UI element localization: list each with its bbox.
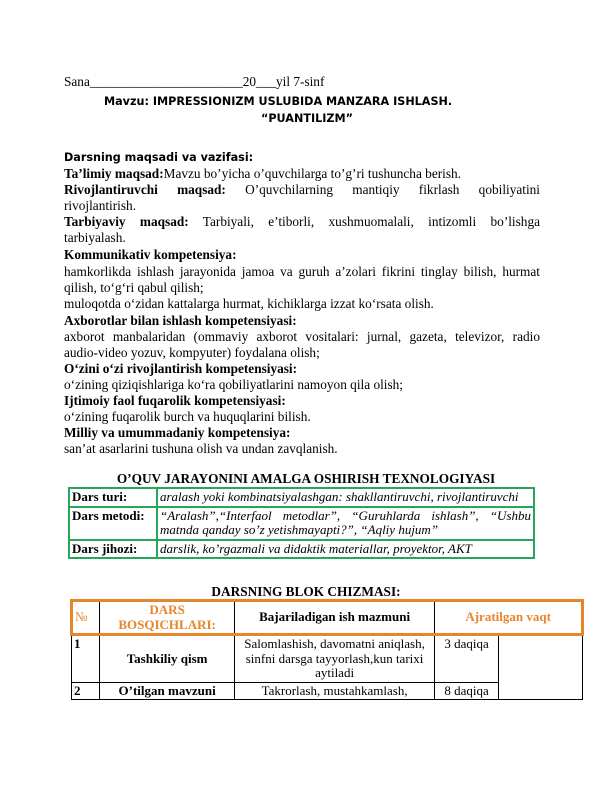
kommunikativ-text: qilish, to‘g‘ri qabul qilish; <box>64 280 204 295</box>
kommunikativ-text: muloqotda o‘zidan kattalarga hurmat, kichiklarga izzat ko‘rsata olish. <box>64 296 434 311</box>
block-heading: DARSNING BLOK CHIZMASI: <box>211 584 401 599</box>
rivoj-text-cont: rivojlantirish. <box>64 198 137 213</box>
row-time: 8 daqiqa <box>435 682 499 700</box>
row-stage: Tashkiliy qism <box>100 635 235 683</box>
technology-table <box>68 487 535 559</box>
table-row <box>69 540 534 559</box>
table-row <box>72 635 583 683</box>
dars-metodi-label: Dars metodi: <box>69 507 157 540</box>
rivoj-text: O’quvchilarning mantiqiy fikrlash qobiliyatini <box>245 182 540 197</box>
ozini-text: o‘zining qiziqishlariga ko‘ra qobiliyatlarini namoyon qila olish; <box>64 377 403 392</box>
topic-subtitle: “PUANTILIZM” <box>261 112 353 125</box>
talimiy-label: Ta’limiy maqsad: <box>64 166 164 181</box>
milliy-heading: Milliy va umummadaniy kompetensiya: <box>64 425 291 440</box>
dars-jihozi-label: Dars jihozi: <box>69 540 157 559</box>
table-row <box>69 507 534 540</box>
row-time: 3 daqiqa <box>435 635 499 683</box>
row-stage: O’tilgan mavzuni <box>100 682 235 700</box>
table-header-row <box>72 601 583 635</box>
kommunikativ-text: hamkorlikda ishlash jarayonida jamoa va guruh a’zolari fikrini tinglay bilish, hurmat <box>64 264 540 279</box>
tarbiya-goal <box>64 214 540 229</box>
tarbiya-text: Tarbiyali, e’tiborli, xushmuomalali, intizomli bo’lishga <box>202 214 541 229</box>
ozini-heading: O‘zini o‘zi rivojlantirish kompetensiyasi: <box>64 361 298 376</box>
tarbiya-label: Tarbiyaviy maqsad: <box>64 214 189 229</box>
row-content: Salomlashish, davomatni aniqlash, sinfni darsga tayyorlash,kun tarixi aytiladi <box>234 635 434 683</box>
col-no-header: № <box>72 601 100 635</box>
talimiy-text: Mavzu bo’yicha o’quvchilarga to’g’ri tushuncha berish. <box>163 166 461 181</box>
dars-turi-label: Dars turi: <box>69 488 157 507</box>
row-content: Takrorlash, mustahkamlash, <box>234 682 434 700</box>
milliy-text: san’at asarlarini tushuna olish va undan zavqlanish. <box>64 441 338 456</box>
dars-jihozi-value: darslik, ko’rgazmali va didaktik materiallar, proyektor, AKT <box>157 540 534 559</box>
talimiy-goal <box>64 166 540 181</box>
ijtimoiy-heading: Ijtimoiy faol fuqarolik kompetensiyasi: <box>64 393 286 408</box>
rivoj-label: Rivojlantiruvchi maqsad: <box>64 182 226 197</box>
row-no: 2 <box>72 682 100 700</box>
ijtimoiy-text: o‘zining fuqarolik burch va huquqlarini bilish. <box>64 409 311 424</box>
goals-heading: Darsning maqsadi va vazifasi: <box>64 151 254 164</box>
row-no: 1 <box>72 635 100 683</box>
axborot-text: audio-video yozuv, kompyuter) foydalana olish; <box>64 345 320 360</box>
axborot-text: axborot manbalaridan (ommaviy axborot vositalari: jurnal, gazeta, televizor, radio <box>64 329 540 344</box>
kommunikativ-heading: Kommunikativ kompetensiya: <box>64 247 237 262</box>
axborot-heading: Axborotlar bilan ishlash kompetensiyasi: <box>64 313 297 328</box>
topic-title: Mavzu: IMPRESSIONIZM USLUBIDA MANZARA ISHLASH. <box>104 95 453 108</box>
col-content-header: Bajariladigan ish mazmuni <box>234 601 434 635</box>
dars-turi-value: aralash yoki kombinatsiyalashgan: shakllantiruvchi, rivojlantiruvchi <box>157 488 534 507</box>
date-line: Sana_______________________20___yil 7-sinf <box>64 74 325 89</box>
technology-heading: O’QUV JARAYONINI AMALGA OSHIRISH TEXNOLOGIYASI <box>116 471 496 486</box>
dars-metodi-value: “Aralash”,“Interfaol metodlar”, “Guruhlarda ishlash”, “Ushbu matnda qanday so’z yetishmayapti?”, “Aqliy hujum” <box>157 507 534 540</box>
col-stages-header: DARS BOSQICHLARI: <box>100 601 235 635</box>
row-time-extra <box>498 635 582 700</box>
tarbiya-text-cont: tarbiyalash. <box>64 230 126 245</box>
col-time-header: Ajratilgan vaqt <box>435 601 583 635</box>
block-table <box>70 599 584 700</box>
rivoj-goal <box>64 182 540 197</box>
table-row <box>69 488 534 507</box>
